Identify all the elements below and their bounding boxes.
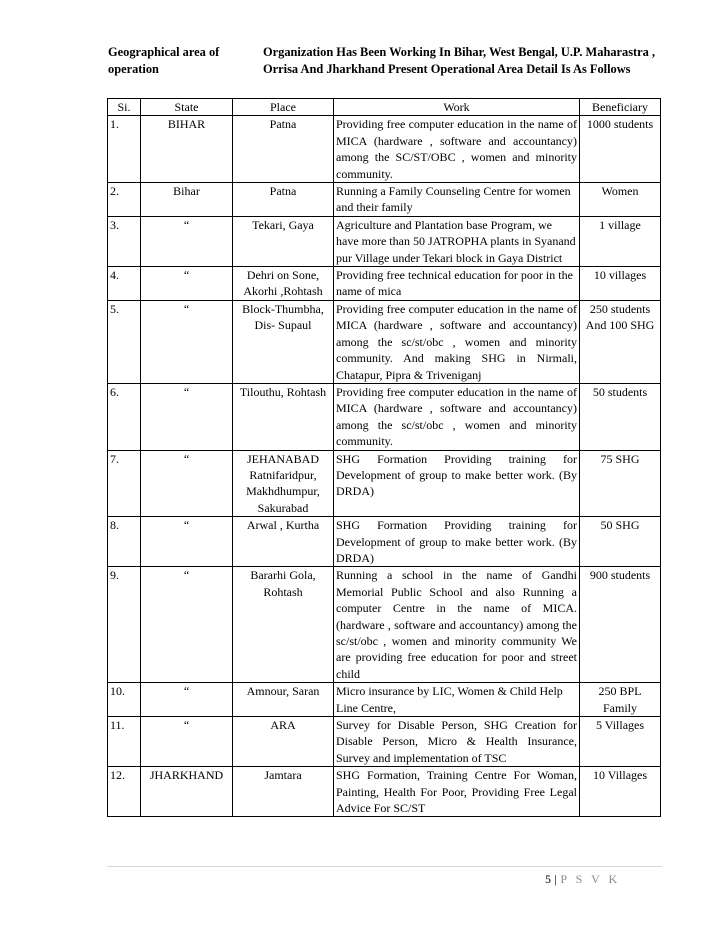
- cell-state: “: [141, 383, 233, 450]
- cell-state: Bihar: [141, 183, 233, 217]
- cell-si: 7.: [108, 450, 141, 517]
- cell-state: “: [141, 450, 233, 517]
- cell-beneficiary: 5 Villages: [580, 717, 661, 767]
- cell-beneficiary: 250 BPL Family: [580, 683, 661, 717]
- cell-work: SHG Formation, Training Centre For Woman, Painting, Health For Poor, Providing Free Legal Advice For SC/ST: [334, 767, 580, 817]
- cell-place: JEHANABAD Ratnifaridpur, Makhdhumpur, Sakurabad: [233, 450, 334, 517]
- table-row: [108, 717, 661, 767]
- cell-work: Running a Family Counseling Centre for women and their family: [334, 183, 580, 217]
- col-work-header: Work: [334, 99, 580, 116]
- cell-state: BIHAR: [141, 116, 233, 183]
- col-beneficiary-header: Beneficiary: [580, 99, 661, 116]
- table-row: [108, 517, 661, 567]
- footer-org: P S V K: [560, 872, 621, 886]
- table-body: [108, 116, 661, 817]
- cell-state: “: [141, 300, 233, 383]
- cell-place: Block-Thumbha, Dis- Supaul: [233, 300, 334, 383]
- cell-beneficiary: 1000 students: [580, 116, 661, 183]
- cell-place: Tilouthu, Rohtash: [233, 383, 334, 450]
- cell-work: Providing free computer education in the name of MICA (hardware , software and accountancy) among the sc/st/obc , women and minority community. And making SHG in Nirmali, Chatapur, Pipra & Triveniganj: [334, 300, 580, 383]
- header-row: [108, 99, 661, 116]
- cell-si: 12.: [108, 767, 141, 817]
- page-footer: [545, 872, 620, 887]
- col-si-header: Si.: [108, 99, 141, 116]
- cell-si: 9.: [108, 567, 141, 683]
- table-row: [108, 116, 661, 183]
- cell-beneficiary: 900 students: [580, 567, 661, 683]
- table-header: [108, 99, 661, 116]
- cell-place: Tekari, Gaya: [233, 216, 334, 266]
- table-row: [108, 267, 661, 301]
- cell-work: SHG Formation Providing training for Development of group to make better work. (By DRDA): [334, 450, 580, 517]
- cell-state: JHARKHAND: [141, 767, 233, 817]
- cell-beneficiary: 250 students And 100 SHG: [580, 300, 661, 383]
- cell-work: SHG Formation Providing training for Development of group to make better work. (By DRDA): [334, 517, 580, 567]
- cell-work: Providing free technical education for poor in the name of mica: [334, 267, 580, 301]
- cell-place: Amnour, Saran: [233, 683, 334, 717]
- cell-place: Patna: [233, 116, 334, 183]
- cell-state: “: [141, 216, 233, 266]
- table-row: [108, 567, 661, 683]
- table-row: [108, 216, 661, 266]
- cell-work: Providing free computer education in the name of MICA (hardware , software and accountancy) among the SC/ST/OBC , women and minority community.: [334, 116, 580, 183]
- cell-si: 4.: [108, 267, 141, 301]
- cell-place: Dehri on Sone, Akorhi ,Rohtash: [233, 267, 334, 301]
- cell-place: Patna: [233, 183, 334, 217]
- table-row: [108, 450, 661, 517]
- cell-si: 6.: [108, 383, 141, 450]
- cell-work: Providing free computer education in the name of MICA (hardware , software and accountancy) among the sc/st/obc , women and minority community.: [334, 383, 580, 450]
- col-state-header: State: [141, 99, 233, 116]
- cell-work: Survey for Disable Person, SHG Creation for Disable Person, Micro & Health Insurance, Survey and implementation of TSC: [334, 717, 580, 767]
- col-place-header: Place: [233, 99, 334, 116]
- cell-state: “: [141, 517, 233, 567]
- table-row: [108, 183, 661, 217]
- cell-beneficiary: 1 village: [580, 216, 661, 266]
- table-row: [108, 683, 661, 717]
- cell-place: ARA: [233, 717, 334, 767]
- table-row: [108, 383, 661, 450]
- cell-si: 3.: [108, 216, 141, 266]
- cell-si: 5.: [108, 300, 141, 383]
- cell-beneficiary: 50 students: [580, 383, 661, 450]
- cell-state: “: [141, 683, 233, 717]
- table-row: [108, 300, 661, 383]
- cell-state: “: [141, 267, 233, 301]
- cell-place: Arwal , Kurtha: [233, 517, 334, 567]
- cell-beneficiary: 10 villages: [580, 267, 661, 301]
- cell-work: Running a school in the name of Gandhi Memorial Public School and also Running a computer Centre in the name of MICA. (hardware , software and accountancy) among the sc/st/obc , women and minority community We are providing free education for poor and street child: [334, 567, 580, 683]
- footer-divider: [107, 866, 662, 867]
- operations-table: [107, 98, 661, 817]
- cell-si: 8.: [108, 517, 141, 567]
- cell-si: 11.: [108, 717, 141, 767]
- footer-separator: |: [554, 872, 558, 886]
- header-description: Organization Has Been Working In Bihar, West Bengal, U.P. Maharastra , Orrisa And Jharkhand Present Operational Area Detail Is As Follows: [263, 45, 656, 76]
- cell-state: “: [141, 717, 233, 767]
- cell-place: Bararhi Gola, Rohtash: [233, 567, 334, 683]
- cell-beneficiary: 75 SHG: [580, 450, 661, 517]
- cell-place: Jamtara: [233, 767, 334, 817]
- cell-si: 2.: [108, 183, 141, 217]
- cell-work: Micro insurance by LIC, Women & Child Help Line Centre,: [334, 683, 580, 717]
- cell-beneficiary: 10 Villages: [580, 767, 661, 817]
- cell-beneficiary: 50 SHG: [580, 517, 661, 567]
- cell-state: “: [141, 567, 233, 683]
- cell-work: Agriculture and Plantation base Program, we have more than 50 JATROPHA plants in Syanand pur Village under Tekari block in Gaya District: [334, 216, 580, 266]
- cell-si: 10.: [108, 683, 141, 717]
- cell-si: 1.: [108, 116, 141, 183]
- table-row: [108, 767, 661, 817]
- page-number: 5: [545, 872, 552, 886]
- cell-beneficiary: Women: [580, 183, 661, 217]
- header-area-label: Geographical area of operation: [108, 45, 220, 76]
